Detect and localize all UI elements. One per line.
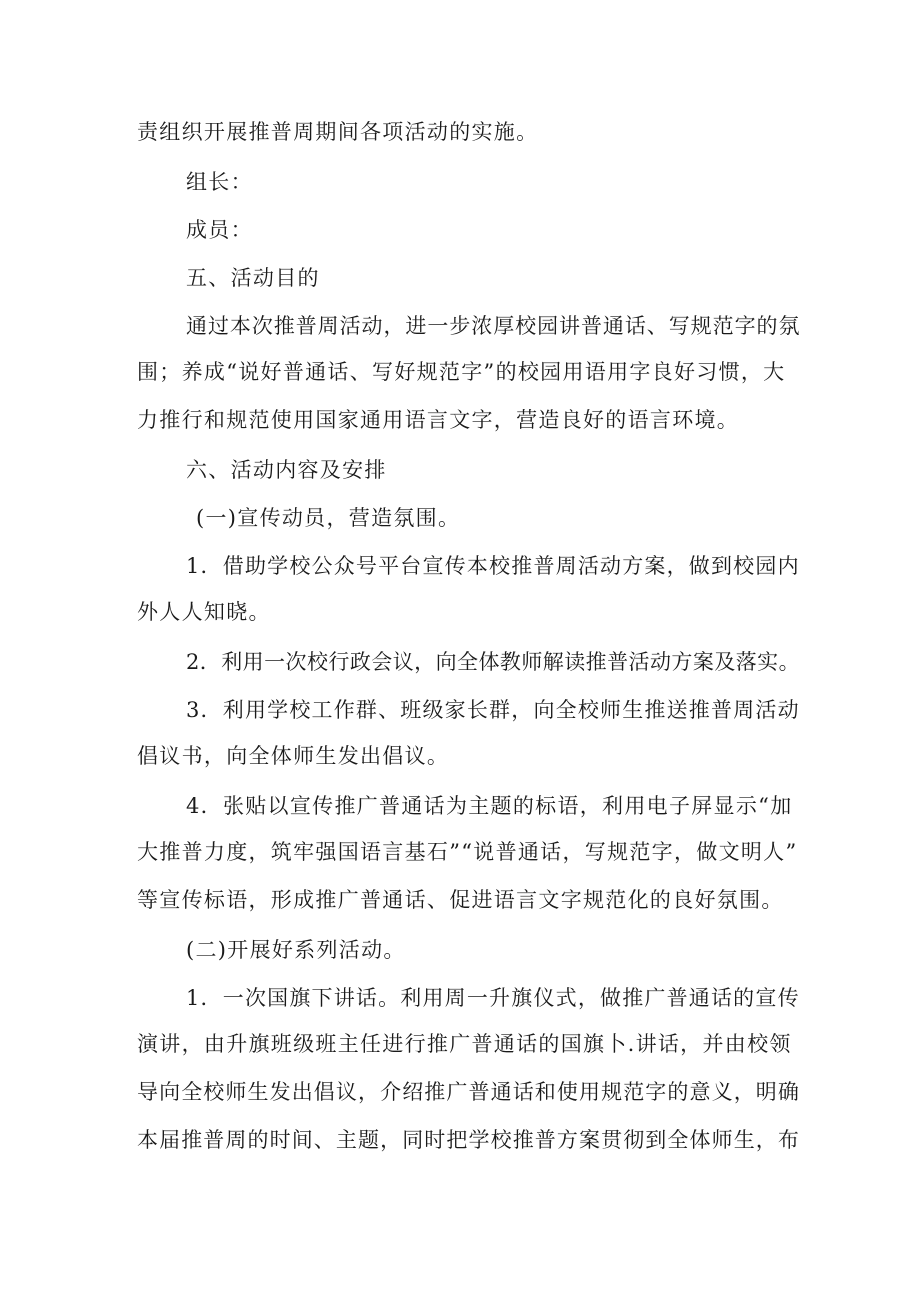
subsection-heading: (一)宣传动员，营造氛围。 xyxy=(196,506,461,530)
paragraph-line: 力推行和规范使用国家通用语言文字，营造良好的语言环境。 xyxy=(137,408,740,432)
list-item: 1．一次国旗下讲话。利用周一升旗仪式，做推广普通话的宣传 xyxy=(186,986,800,1010)
list-item: 1．借助学校公众号平台宣传本校推普周活动方案，做到校园内 xyxy=(186,554,800,578)
list-item: 3．利用学校工作群、班级家长群，向全校师生推送推普周活动 xyxy=(186,698,800,722)
paragraph-line: 围；养成“说好普通话、写好规范字”的校园用语用字良好习惯，大 xyxy=(137,360,786,384)
list-item-continuation: 导向全校师生发出倡议，介绍推广普通话和使用规范字的意义，明确 xyxy=(137,1080,800,1104)
list-item: 2．利用一次校行政会议，向全体教师解读推普活动方案及落实。 xyxy=(186,650,801,674)
list-item-continuation: 外人人知晓。 xyxy=(137,600,271,624)
paragraph-line: 责组织开展推普周期间各项活动的实施。 xyxy=(137,120,539,144)
list-item-continuation: 等宣传标语，形成推广普通话、促进语言文字规范化的良好氛围。 xyxy=(137,888,784,912)
list-item-continuation: 大推普力度，筑牢强国语言基石”“说普通话，写规范字，做文明人” xyxy=(137,840,798,864)
subsection-heading: (二)开展好系列活动。 xyxy=(186,938,406,962)
section-heading: 五、活动目的 xyxy=(186,266,320,290)
members-label: 成员： xyxy=(186,218,253,242)
list-item-continuation: 本届推普周的时间、主题，同时把学校推普方案贯彻到全体师生，布 xyxy=(137,1128,800,1152)
section-heading: 六、活动内容及安排 xyxy=(186,458,387,482)
list-item-continuation: 演讲，由升旗班级班主任进行推广普通话的国旗卜.讲话，并由校领 xyxy=(137,1032,792,1056)
group-leader-label: 组长： xyxy=(186,170,253,194)
paragraph-line: 通过本次推普周活动，进一步浓厚校园讲普通话、写规范字的氛 xyxy=(186,314,801,338)
list-item: 4．张贴以宣传推广普通话为主题的标语，利用电子屏显示“加 xyxy=(186,794,793,818)
list-item-continuation: 倡议书，向全体师生发出倡议。 xyxy=(137,744,450,768)
